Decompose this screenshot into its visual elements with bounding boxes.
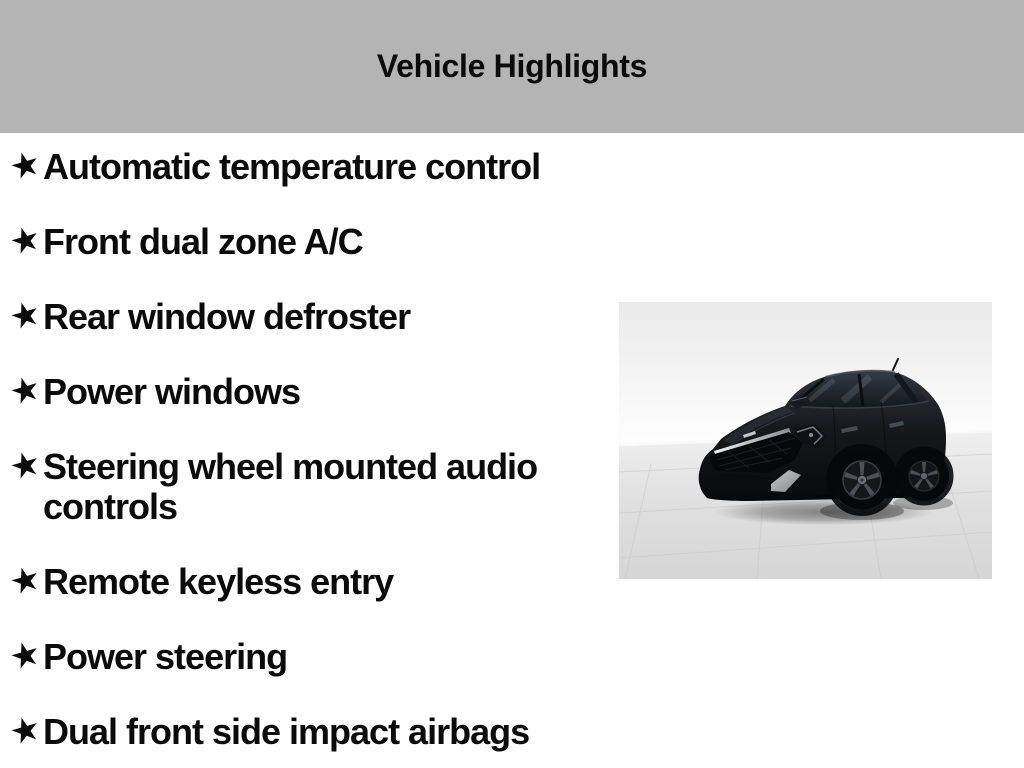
star-bullet-icon: ★ bbox=[7, 371, 43, 411]
star-bullet-icon: ★ bbox=[7, 636, 43, 676]
list-item bbox=[7, 146, 572, 187]
list-item bbox=[7, 636, 572, 677]
list-item bbox=[7, 711, 572, 752]
feature-list bbox=[7, 146, 572, 768]
star-bullet-icon: ★ bbox=[7, 711, 43, 751]
list-item-label: Dual front side impact airbags bbox=[43, 711, 530, 752]
list-item bbox=[7, 561, 572, 602]
vehicle-photo bbox=[619, 302, 992, 579]
rear-wheel bbox=[897, 449, 951, 503]
list-item-label: Steering wheel mounted audio controls bbox=[43, 446, 538, 527]
list-item-label: Power windows bbox=[43, 371, 301, 412]
page-title: Vehicle Highlights bbox=[376, 48, 648, 84]
list-item bbox=[7, 296, 572, 337]
list-item bbox=[7, 221, 572, 262]
star-bullet-icon: ★ bbox=[7, 296, 43, 336]
list-item-label: Rear window defroster bbox=[43, 296, 411, 337]
star-bullet-icon: ★ bbox=[7, 146, 43, 186]
list-item-label: Automatic temperature control bbox=[43, 146, 541, 187]
list-item bbox=[7, 446, 572, 527]
list-item bbox=[7, 371, 572, 412]
front-wheel bbox=[829, 447, 895, 513]
star-bullet-icon: ★ bbox=[7, 221, 43, 261]
star-bullet-icon: ★ bbox=[7, 446, 43, 486]
slide-header bbox=[0, 0, 1024, 133]
list-item-label: Front dual zone A/C bbox=[43, 221, 363, 262]
list-item-label: Remote keyless entry bbox=[43, 561, 394, 602]
star-bullet-icon: ★ bbox=[7, 561, 43, 601]
list-item-label: Power steering bbox=[43, 636, 288, 677]
